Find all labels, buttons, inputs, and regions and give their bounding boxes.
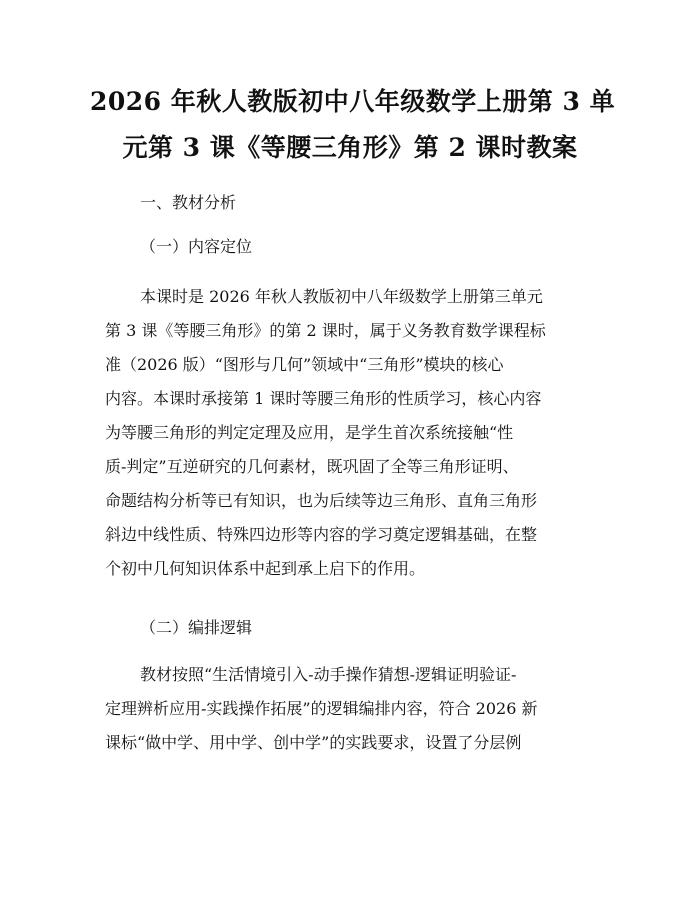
- paragraph-line: 内容。本课时承接第 1 课时等腰三角形的性质学习，核心内容: [105, 389, 542, 408]
- paragraph-line: 第 3 课《等腰三角形》的第 2 课时，属于义务教育数学课程标: [105, 321, 546, 340]
- paragraph-line: 斜边中线性质、特殊四边形等内容的学习奠定逻辑基础，在整: [105, 525, 538, 544]
- paragraph-content-positioning: [105, 280, 597, 586]
- subsection-heading-arrangement-logic: （二）编排逻辑: [140, 618, 253, 637]
- paragraph-line: 为等腰三角形的判定定理及应用，是学生首次系统接触“性: [105, 423, 514, 442]
- document-title-line-2: 元第 3 课《等腰三角形》第 2 课时教案: [122, 133, 578, 162]
- paragraph-line: 命题结构分析等已有知识，也为后续等边三角形、直角三角形: [105, 491, 538, 510]
- section-heading-textbook-analysis: 一、教材分析: [140, 193, 237, 212]
- paragraph-line: 个初中几何知识体系中起到承上启下的作用。: [105, 559, 426, 578]
- paragraph-line: 准（2026 版）“图形与几何”领域中“三角形”模块的核心: [105, 355, 504, 374]
- paragraph-line: 定理辨析应用-实践操作拓展”的逻辑编排内容，符合 2026 新: [105, 699, 538, 718]
- paragraph-line: 教材按照“生活情境引入-动手操作猜想-逻辑证明验证-: [140, 665, 517, 684]
- paragraph-line: 质-判定”互逆研究的几何素材，既巩固了全等三角形证明、: [105, 457, 519, 476]
- paragraph-arrangement-logic: [105, 658, 597, 760]
- paragraph-line: 本课时是 2026 年秋人教版初中八年级数学上册第三单元: [140, 287, 543, 306]
- paragraph-line: 课标“做中学、用中学、创中学”的实践要求，设置了分层例: [105, 733, 522, 752]
- document-title-line-1: 2026 年秋人教版初中八年级数学上册第 3 单: [90, 87, 616, 116]
- subsection-heading-content-positioning: （一）内容定位: [140, 237, 253, 256]
